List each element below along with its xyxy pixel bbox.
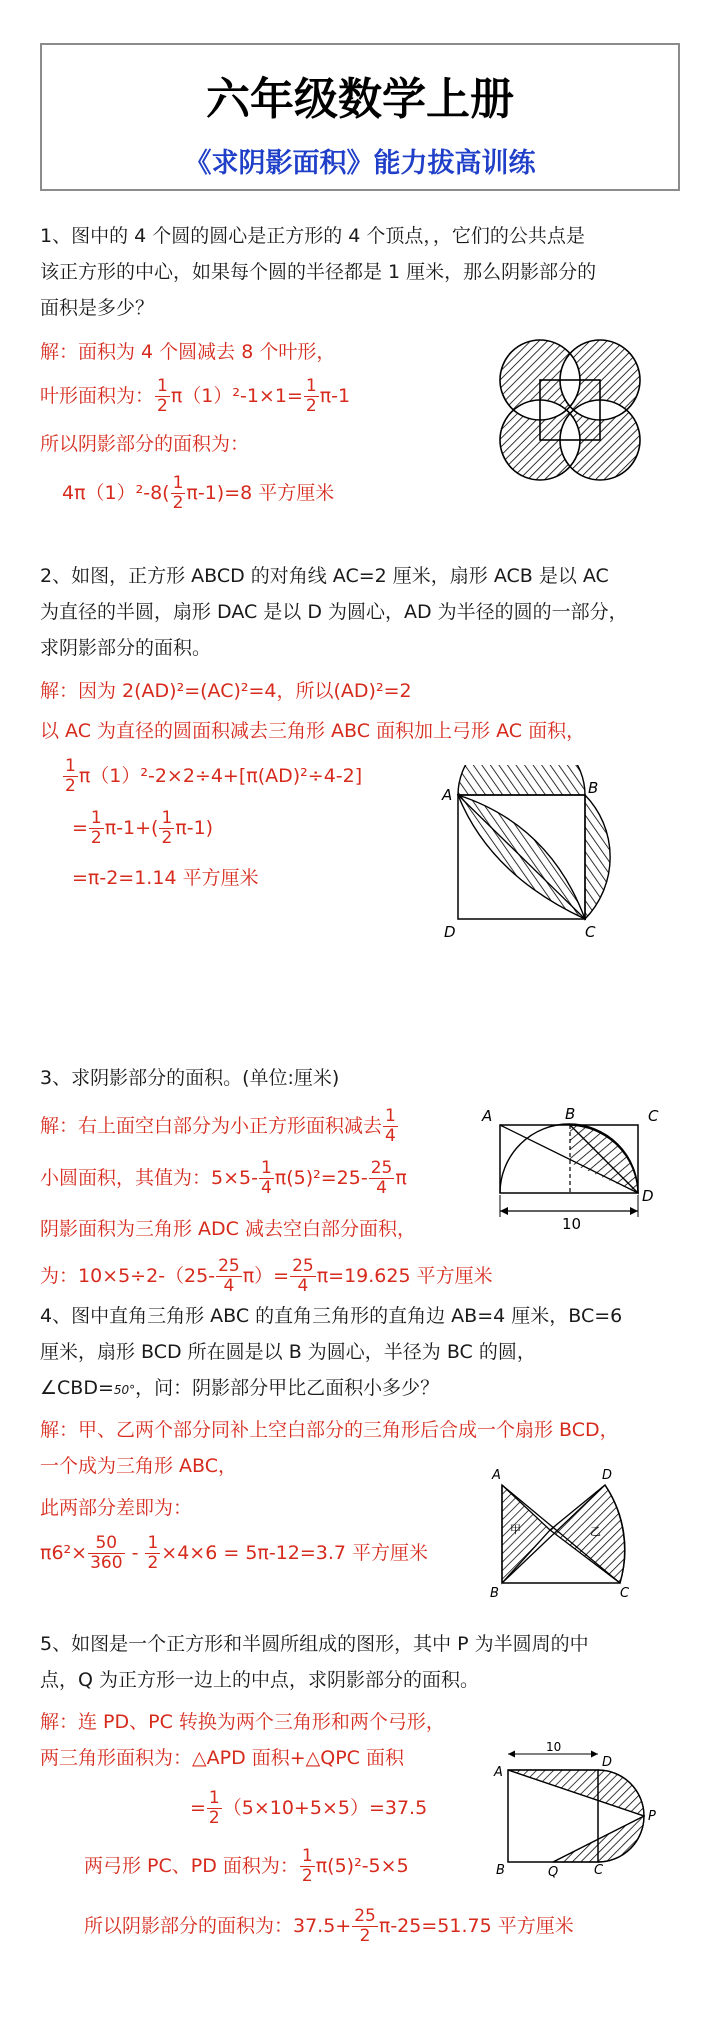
title-box (40, 43, 680, 191)
p5-a5-post: π-25=51.75 平方厘米 (378, 1915, 574, 1937)
p5-answer-line-2: 两三角形面积为：△APD 面积+△QPC 面积 (40, 1747, 404, 1769)
p5-answer-line-4 (84, 1848, 409, 1885)
label-p: P (648, 1809, 656, 1824)
label-10: 10 (546, 1740, 562, 1754)
p4-a4-pre: π6²× (40, 1542, 88, 1564)
p1-question-line-1: 1、图中的 4 个圆的圆心是正方形的 4 个顶点，，它们的公共点是 (40, 225, 585, 247)
p3-a2-post: π (395, 1167, 407, 1189)
label-c: C (594, 1863, 604, 1878)
p2-a4-mid: π-1+( (104, 817, 159, 839)
fraction-half: $\frac{1}{2}$ (90, 808, 102, 848)
p1-question-line-2: 该正方形的中心，如果每个圆的半径都是 1 厘米，那么阴影部分的 (40, 261, 597, 283)
p1-answer-line-1: 解：面积为 4 个圆减去 8 个叶形， (40, 341, 336, 363)
p3-answer-line-3: 阴影面积为三角形 ADC 减去空白部分面积， (40, 1218, 416, 1240)
p2-question-line-1: 2、如图，正方形 ABCD 的对角线 AC=2 厘米，扇形 ACB 是以 AC (40, 565, 609, 587)
p3-answer-line-4 (40, 1258, 493, 1295)
label-d: D (602, 1468, 613, 1483)
p4-answer-line-4 (40, 1535, 428, 1572)
p5-answer-line-1: 解：连 PD、PC 转换为两个三角形和两个弓形， (40, 1711, 445, 1733)
p1-a2-mid: π（1）²-1×1= (170, 385, 303, 407)
p2-answer-line-3 (62, 758, 362, 795)
p5-a4-pre: 两弓形 PC、PD 面积为： (84, 1855, 299, 1877)
fraction-50-360: $\frac{50}{360}$ (90, 1533, 123, 1573)
p5-figure-square-semicircle (490, 1740, 690, 1880)
p2-a3-post: π（1）²-2×2÷4+[π(AD)²÷4-2] (78, 765, 363, 787)
label-b: B (496, 1863, 505, 1878)
p5-a3-pre: = (190, 1797, 206, 1819)
p1-figure-four-circles (490, 330, 650, 490)
p4-answer-line-3: 此两部分差即为： (40, 1497, 193, 1519)
p1-a4-pre: 4π（1）²-8( (62, 482, 170, 504)
fraction-half: $\frac{1}{2}$ (305, 376, 317, 416)
p2-answer-line-5: =π-2=1.14 平方厘米 (72, 867, 259, 889)
p4-answer-line-2: 一个成为三角形 ABC， (40, 1455, 238, 1477)
p1-a4-post: π-1)=8 平方厘米 (186, 482, 335, 504)
fraction-half: $\frac{1}{2}$ (161, 808, 173, 848)
label-10: 10 (562, 1215, 582, 1233)
page-subtitle: 《求阴影面积》能力拔高训练 (184, 148, 536, 179)
p2-answer-line-1: 解：因为 2(AD)²=(AC)²=4，所以(AD)²=2 (40, 680, 412, 702)
label-q: Q (548, 1865, 559, 1880)
p2-figure-square-arcs (430, 765, 630, 945)
label-d: D (602, 1755, 613, 1770)
label-b: B (490, 1586, 499, 1600)
p3-figure-rectangle-semicircle (470, 1105, 670, 1245)
label-d: D (642, 1187, 654, 1205)
p2-question-line-3: 求阴影部分的面积。 (40, 637, 212, 659)
fraction-half: $\frac{1}{2}$ (172, 473, 184, 513)
p3-a4-pre: 为：10×5÷2-（25- (40, 1265, 216, 1287)
fraction-half: $\frac{1}{2}$ (157, 376, 168, 416)
p4-question-line-1: 4、图中直角三角形 ABC 的直角三角形的直角边 AB=4 厘米，BC=6 (40, 1305, 623, 1327)
p4-figure-triangle-sector (480, 1465, 650, 1600)
fraction-25-2: $\frac{25}{2}$ (354, 1906, 376, 1946)
p4-a4-mid: - (125, 1542, 145, 1564)
label-c: C (620, 1586, 630, 1600)
top-segment (458, 765, 585, 795)
fraction-half: $\frac{1}{2}$ (301, 1846, 313, 1886)
p4-q3-pre: ∠CBD= (40, 1377, 114, 1399)
p2-a4-pre: = (72, 817, 88, 839)
right-segment (585, 795, 610, 919)
p5-answer-line-3 (190, 1790, 427, 1827)
p2-answer-line-4 (72, 810, 213, 847)
p5-question-line-2: 点，Q 为正方形一边上的中点，求阴影部分的面积。 (40, 1669, 479, 1691)
fraction-quarter: $\frac{1}{4}$ (260, 1158, 272, 1198)
p4-question-line-3 (40, 1372, 439, 1407)
p1-a2-post: π-1 (319, 385, 351, 407)
fraction-quarter: $\frac{1}{4}$ (385, 1106, 396, 1146)
p3-question-line-1: 3、求阴影部分的面积。(单位:厘米) (40, 1067, 340, 1089)
p3-a2-pre: 小圆面积，其值为：5×5- (40, 1167, 258, 1189)
label-a: A (492, 1468, 501, 1483)
p2-question-line-2: 为直径的半圆，扇形 DAC 是以 D 为圆心，AD 为半径的圆的一部分， (40, 601, 628, 623)
angle-value: 50° (113, 1383, 136, 1397)
p5-a5-pre: 所以阴影部分的面积为：37.5+ (84, 1915, 352, 1937)
label-a: A (442, 786, 453, 804)
p4-q3-post: ，问：阴影部分甲比乙面积小多少？ (135, 1377, 440, 1399)
p3-a2-mid: π(5)²=25- (274, 1167, 368, 1189)
label-jia: 甲 (510, 1523, 521, 1536)
p1-question-line-3: 面积是多少？ (40, 297, 155, 319)
p5-answer-line-5 (84, 1908, 574, 1945)
p3-answer-line-2 (40, 1160, 407, 1197)
p1-answer-line-4 (62, 475, 334, 512)
p1-a2-pre: 叶形面积为： (40, 385, 155, 407)
p3-a1-text: 解：右上面空白部分为小正方形面积减去 (40, 1115, 383, 1137)
label-c: C (585, 923, 596, 941)
p4-a4-post: ×4×6 = 5π-12=3.7 平方厘米 (161, 1542, 429, 1564)
p1-answer-line-3: 所以阴影部分的面积为： (40, 433, 250, 455)
p1-answer-line-2 (40, 378, 350, 415)
p5-a4-post: π(5)²-5×5 (315, 1855, 409, 1877)
p2-answer-line-2: 以 AC 为直径的圆面积减去三角形 ABC 面积加上弓形 AC 面积， (40, 720, 586, 742)
p5-question-line-1: 5、如图是一个正方形和半圆所组成的图形，其中 P 为半圆周的中 (40, 1633, 589, 1655)
label-yi: 乙 (590, 1525, 601, 1538)
label-a: A (494, 1765, 503, 1780)
label-b: B (588, 779, 599, 797)
label-d: D (444, 923, 456, 941)
fraction-25-4: $\frac{25}{4}$ (370, 1158, 393, 1198)
p2-a4-post: π-1) (175, 817, 214, 839)
p3-a4-post: π=19.625 平方厘米 (316, 1265, 493, 1287)
fraction-half: $\frac{1}{2}$ (208, 1788, 220, 1828)
fraction-25-4: $\frac{25}{4}$ (218, 1256, 240, 1296)
fraction-half: $\frac{1}{2}$ (65, 756, 76, 796)
p3-answer-line-1 (40, 1108, 399, 1145)
p4-answer-line-1: 解：甲、乙两个部分同补上空白部分的三角形后合成一个扇形 BCD， (40, 1419, 619, 1441)
fraction-25-4: $\frac{25}{4}$ (292, 1256, 314, 1296)
label-a: A (482, 1107, 493, 1125)
page-title: 六年级数学上册 (206, 74, 514, 125)
p4-question-line-2: 厘米，扇形 BCD 所在圆是以 B 为圆心，半径为 BC 的圆， (40, 1341, 536, 1363)
fraction-half: $\frac{1}{2}$ (147, 1533, 159, 1573)
label-b: B (565, 1105, 576, 1123)
p3-a4-mid: π）= (242, 1265, 290, 1287)
label-c: C (648, 1107, 659, 1125)
p5-a3-post: （5×10+5×5）=37.5 (222, 1797, 428, 1819)
